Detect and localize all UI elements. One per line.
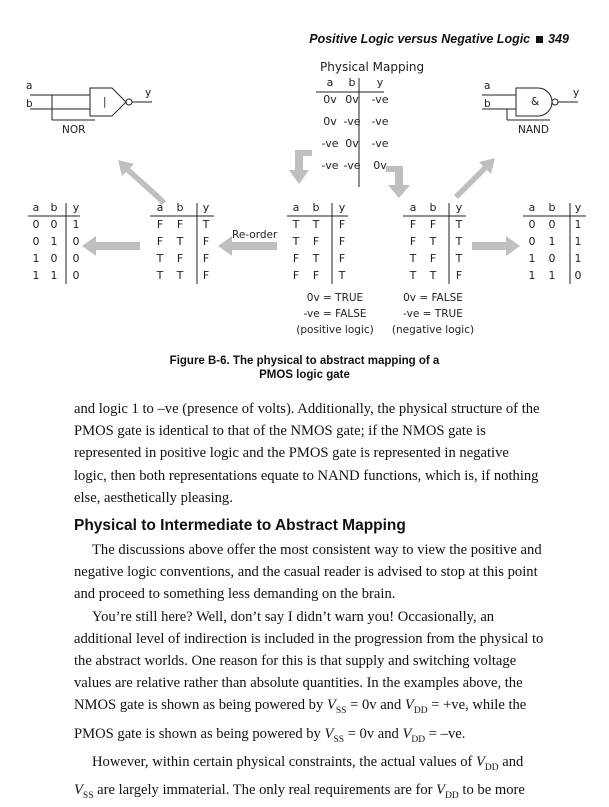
table-cell: T — [176, 269, 184, 282]
table-cell: T — [312, 218, 320, 231]
paragraph-2: The discussions above offer the most consistent way to view the positive and negative logic conventions, and the casual reader is advised to stop at this point and proceed to something less demanding on the brain. — [74, 542, 542, 603]
nand-input-a: a — [484, 80, 491, 92]
table-cell: 1 — [574, 218, 582, 231]
table-cell: -ve — [371, 115, 389, 128]
page-number: 349 — [548, 32, 569, 46]
table-cell: 0 — [72, 252, 80, 265]
table-header-cell: a — [292, 201, 300, 214]
table-header-cell: y — [455, 201, 463, 214]
table-cell: 0 — [574, 269, 582, 282]
table-cell: F — [409, 218, 417, 231]
dd-subscript: DD — [445, 790, 459, 801]
table-header-cell: b — [548, 201, 556, 214]
table-cell: F — [312, 269, 320, 282]
negative-notes — [384, 290, 482, 338]
table-cell: 0 — [32, 218, 40, 231]
table-cell: 0v — [345, 93, 359, 106]
p4-start: However, within certain physical constraints, the actual values of — [92, 753, 476, 770]
arrow-to-nor-icon — [118, 160, 166, 205]
table-cell: 1 — [72, 218, 80, 231]
reorder-label: Re-order — [232, 229, 278, 241]
header-title: Positive Logic versus Negative Logic — [309, 32, 531, 46]
table-cell: F — [338, 252, 346, 265]
table-cell: T — [409, 269, 417, 282]
table-cell: T — [156, 252, 164, 265]
table-header-cell: b — [429, 201, 437, 214]
table-header-cell: y — [338, 201, 346, 214]
arrow-to-nand-icon — [454, 158, 495, 199]
arrow-right-icon — [472, 236, 520, 256]
nand-input-b: b — [484, 98, 491, 110]
table-cell: T — [429, 235, 437, 248]
section-heading: Physical to Intermediate to Abstract Mapping — [74, 517, 406, 535]
positive-note-label: (positive logic) — [296, 324, 374, 336]
nor-output: y — [145, 87, 152, 99]
table-header-cell: a — [156, 201, 164, 214]
nor-input-a: a — [26, 80, 33, 92]
table-header-cell: y — [574, 201, 582, 214]
table-header-cell: b — [176, 201, 184, 214]
p4-tail: to be more — [458, 781, 525, 798]
paragraph-3-text: You’re still here? Well, don’t say I didn’t warn you! Occasionally, an additional level of indirection is included in the progression from the physical to the abstract worlds. One reason for this is that supply and switching voltage values are relative rather than absolute quantities. In the examples above, the NMOS gate is shown as being powered by — [74, 608, 544, 714]
positive-note-false: -ve = FALSE — [303, 308, 367, 320]
vdd-symbol: V — [404, 697, 414, 714]
p3-eq1: = 0v and — [346, 697, 405, 714]
table-cell: F — [338, 218, 346, 231]
table-cell: T — [292, 218, 300, 231]
nand-gate-symbol — [482, 88, 578, 120]
table-cell: 1 — [32, 252, 40, 265]
table-cell: 1 — [548, 269, 556, 282]
table-cell: 1 — [574, 235, 582, 248]
table-cell: T — [292, 235, 300, 248]
table-cell: 1 — [574, 252, 582, 265]
table-cell: F — [176, 218, 184, 231]
table-cell: F — [429, 218, 437, 231]
table-cell: 1 — [50, 269, 58, 282]
negative-note-true: -ve = TRUE — [403, 308, 463, 320]
table-header-cell: a — [528, 201, 536, 214]
ss-subscript: SS — [335, 706, 347, 717]
table-cell: 0 — [32, 235, 40, 248]
nor-symbol: | — [103, 96, 107, 108]
paragraph-1: and logic 1 to –ve (presence of volts). Additionally, the physical structure of the PMOS gate is identical to that of the NMOS gate; if the NMOS gate is represented in positive logic and the PMOS gate is represented in negative logic, then both representations equate to NAND functions, which is, if nothing else, aesthetically pleasing. — [74, 401, 540, 506]
caption-line-2: PMOS logic gate — [259, 369, 350, 381]
table-cell: 0v — [345, 137, 359, 150]
negative-note-false: 0v = FALSE — [403, 292, 463, 304]
p4-and: and — [498, 753, 524, 770]
p3-eq3: = 0v and — [344, 725, 403, 742]
table-cell: 0 — [528, 218, 536, 231]
table-cell: F — [156, 218, 164, 231]
table-cell: F — [292, 269, 300, 282]
table-cell: 0v — [373, 159, 387, 172]
table-cell: F — [156, 235, 164, 248]
dd-subscript: DD — [413, 706, 428, 717]
dd-subscript: DD — [484, 762, 499, 773]
nor-gate-symbol — [30, 88, 152, 120]
table-header-cell: a — [326, 76, 334, 89]
table-cell: -ve — [321, 137, 339, 150]
vss-symbol: V — [326, 697, 336, 714]
table-cell: F — [202, 269, 210, 282]
nor-input-b: b — [26, 98, 33, 110]
table-cell: 0 — [528, 235, 536, 248]
table-cell: 0 — [72, 269, 80, 282]
table-header-cell: y — [202, 201, 210, 214]
table-cell: F — [202, 252, 210, 265]
table-cell: 1 — [32, 269, 40, 282]
positive-note-true: 0v = TRUE — [306, 292, 364, 304]
table-cell: T — [455, 218, 463, 231]
table-cell: T — [176, 235, 184, 248]
table-cell: F — [292, 252, 300, 265]
table-cell: T — [455, 235, 463, 248]
arrow-left-1-icon — [82, 236, 140, 256]
table-cell: 0 — [50, 252, 58, 265]
vss-symbol: V — [324, 725, 334, 742]
vdd-symbol: V — [476, 753, 485, 770]
table-cell: 0 — [72, 235, 80, 248]
table-header-cell: b — [50, 201, 58, 214]
table-cell: 1 — [50, 235, 58, 248]
vdd-symbol: V — [402, 725, 412, 742]
table-header-cell: y — [72, 201, 80, 214]
body-text — [74, 398, 544, 807]
table-cell: F — [338, 235, 346, 248]
nand-gate-name: NAND — [518, 124, 549, 136]
table-cell: 0 — [548, 218, 556, 231]
table-cell: F — [312, 235, 320, 248]
positive-notes — [293, 290, 377, 338]
table-cell: -ve — [371, 137, 389, 150]
table-cell: T — [338, 269, 346, 282]
table-header-cell: a — [32, 201, 40, 214]
vss-symbol: V — [74, 781, 83, 798]
table-cell: 1 — [528, 252, 536, 265]
table-cell: -ve — [343, 115, 361, 128]
table-header-cell: y — [376, 76, 384, 89]
table-cell: T — [429, 269, 437, 282]
table-cell: T — [202, 218, 210, 231]
table-cell: -ve — [343, 159, 361, 172]
dd-subscript: DD — [411, 734, 426, 745]
figure-caption — [0, 354, 609, 382]
table-cell: F — [409, 235, 417, 248]
table-cell: 1 — [548, 235, 556, 248]
table-header-cell: b — [348, 76, 356, 89]
table-cell: F — [429, 252, 437, 265]
p3-end: = –ve. — [425, 725, 466, 742]
table-cell: F — [455, 269, 463, 282]
table-cell: F — [176, 252, 184, 265]
negative-note-label: (negative logic) — [391, 324, 475, 336]
physical-mapping-title: Physical Mapping — [320, 60, 425, 74]
table-cell: T — [156, 269, 164, 282]
table-cell: -ve — [371, 93, 389, 106]
table-cell: F — [202, 235, 210, 248]
table-cell: -ve — [321, 159, 339, 172]
p4-end: are largely immaterial. The only real requirements are for — [93, 781, 437, 798]
table-cell: T — [312, 252, 320, 265]
table-cell: 0v — [323, 93, 337, 106]
ss-subscript: SS — [82, 790, 94, 801]
paragraph-4 — [74, 751, 544, 807]
nor-gate-name: NOR — [62, 124, 86, 136]
figure-b6 — [0, 0, 609, 380]
arrow-to-positive-icon — [289, 150, 312, 184]
table-cell: 1 — [528, 269, 536, 282]
table-cell: T — [409, 252, 417, 265]
table-header-cell: b — [312, 201, 320, 214]
caption-line-1: Figure B-6. The physical to abstract mapping of a — [169, 355, 440, 367]
ss-subscript: SS — [333, 734, 344, 745]
table-cell: 0 — [50, 218, 58, 231]
table-cell: 0 — [548, 252, 556, 265]
table-cell: T — [455, 252, 463, 265]
table-cell: 0v — [323, 115, 337, 128]
vdd-symbol: V — [436, 781, 446, 798]
table-header-cell: a — [409, 201, 417, 214]
nand-symbol: & — [531, 96, 540, 108]
paragraph-3 — [74, 606, 544, 751]
p3-eq2: = +ve, while the PMOS gate is shown as being powered by — [74, 697, 527, 742]
nand-output: y — [573, 87, 580, 99]
